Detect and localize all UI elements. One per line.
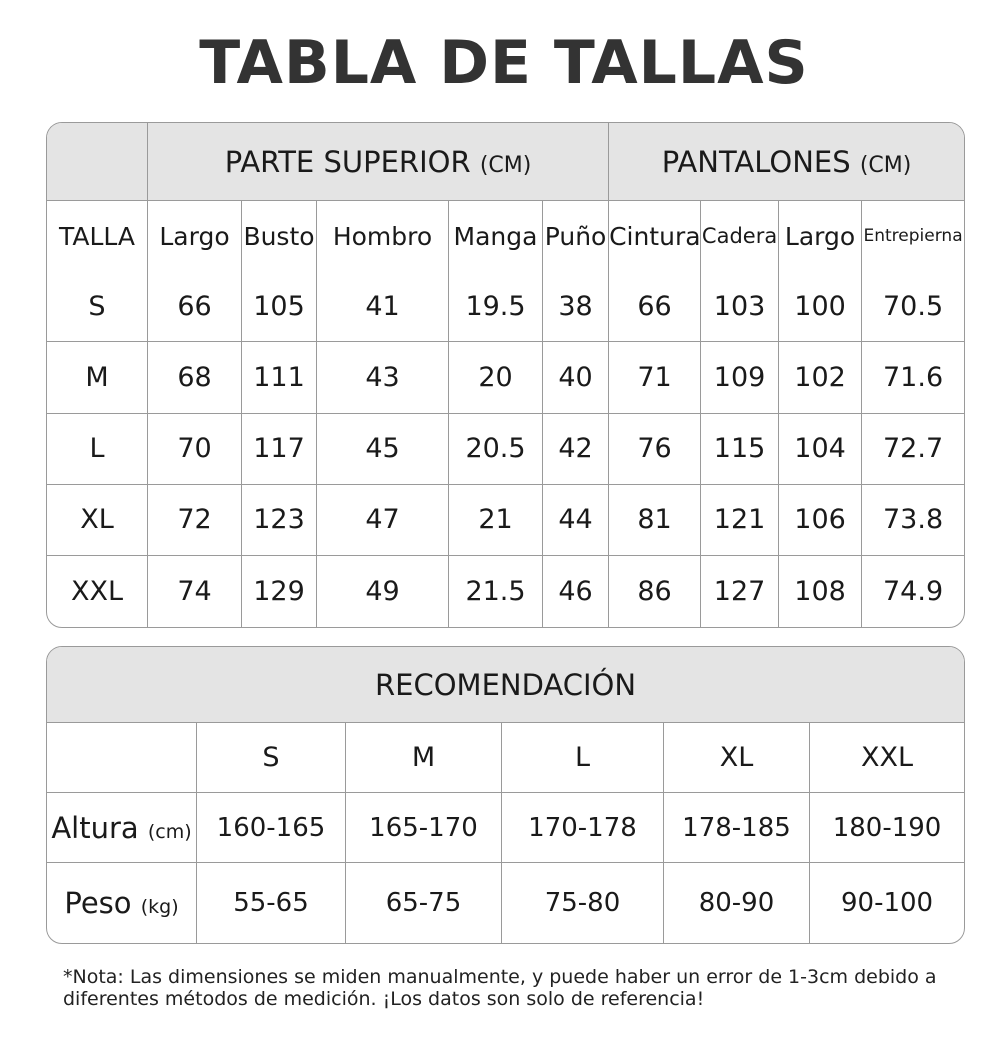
table-cell: 49 (317, 556, 449, 627)
table-cell: 65-75 (346, 863, 502, 943)
table-cell: 103 (701, 271, 779, 342)
column-header: Largo (779, 201, 862, 271)
recommendation-table (46, 646, 965, 944)
row-header-weight (47, 863, 197, 943)
table-cell: 115 (701, 414, 779, 485)
table-cell: 75-80 (502, 863, 664, 943)
table-cell: 129 (242, 556, 317, 627)
table-row (47, 556, 964, 627)
table-cell: 72.7 (862, 414, 964, 485)
table-cell: 121 (701, 485, 779, 556)
table-cell: 105 (242, 271, 317, 342)
table-row (47, 271, 964, 342)
table-cell: 40 (543, 342, 609, 413)
table-cell: 45 (317, 414, 449, 485)
size-label: XXL (47, 556, 148, 627)
size-label: XL (47, 485, 148, 556)
column-header: Manga (449, 201, 543, 271)
table-cell: 38 (543, 271, 609, 342)
table-cell: 41 (317, 271, 449, 342)
table-cell: 71.6 (862, 342, 964, 413)
table-cell: 70.5 (862, 271, 964, 342)
table-cell: 109 (701, 342, 779, 413)
table-cell: 42 (543, 414, 609, 485)
table-row (47, 414, 964, 485)
column-header: Cadera (701, 201, 779, 271)
table-cell: 66 (609, 271, 701, 342)
row-unit: (cm) (147, 820, 192, 843)
table-cell: 20 (449, 342, 543, 413)
size-header: M (346, 723, 502, 793)
table-cell: 102 (779, 342, 862, 413)
size-header: L (502, 723, 664, 793)
table-row (47, 863, 964, 943)
table-cell: 44 (543, 485, 609, 556)
table-row (47, 793, 964, 863)
page-title: TABLA DE TALLAS (199, 28, 809, 98)
group-unit: (CM) (859, 152, 912, 178)
table-cell: 66 (148, 271, 242, 342)
group-label: PANTALONES (661, 144, 851, 179)
table-cell: 80-90 (664, 863, 810, 943)
table-cell: 43 (317, 342, 449, 413)
size-header: XXL (810, 723, 964, 793)
table-cell: 117 (242, 414, 317, 485)
table-cell: 46 (543, 556, 609, 627)
table-row (47, 485, 964, 556)
table-cell: 20.5 (449, 414, 543, 485)
table-cell: 81 (609, 485, 701, 556)
column-header: Entrepierna (863, 226, 963, 247)
table-cell: 71 (609, 342, 701, 413)
table-cell: 90-100 (840, 888, 934, 918)
table-cell: 76 (609, 414, 701, 485)
table-cell: 86 (609, 556, 701, 627)
size-label: L (47, 414, 148, 485)
table-cell: 21.5 (449, 556, 543, 627)
group-label: PARTE SUPERIOR (224, 144, 471, 179)
table-cell: 19.5 (449, 271, 543, 342)
table-cell: 106 (779, 485, 862, 556)
table-cell: 70 (148, 414, 242, 485)
table-cell: 21 (449, 485, 543, 556)
column-header: Largo (148, 201, 242, 271)
column-header: Cintura (609, 201, 701, 271)
table-cell: 73.8 (862, 485, 964, 556)
column-header: Puño (543, 201, 609, 271)
row-label: Altura (51, 810, 139, 845)
table-cell: 68 (148, 342, 242, 413)
corner-cell (47, 723, 197, 793)
column-header: Busto (242, 201, 317, 271)
table-row (47, 342, 964, 413)
table-cell: 55-65 (197, 863, 346, 943)
recommendation-title: RECOMENDACIÓN (47, 647, 964, 723)
size-label: S (47, 271, 148, 342)
table-cell: 100 (779, 271, 862, 342)
column-header: TALLA (47, 201, 148, 271)
row-unit: (kg) (140, 896, 179, 918)
footnote: *Nota: Las dimensiones se miden manualmente, y puede haber un error de 1-3cm debido a diferentes métodos de medición. ¡Los datos son solo de referencia! (63, 966, 937, 1010)
group-header-top (148, 123, 609, 201)
group-header-pants (609, 123, 964, 201)
table-cell: 111 (242, 342, 317, 413)
table-cell: 170-178 (502, 793, 664, 863)
size-chart-table (46, 122, 965, 628)
table-cell: 123 (242, 485, 317, 556)
table-cell: 165-170 (346, 793, 502, 863)
table-cell: 104 (779, 414, 862, 485)
table-cell: 180-190 (810, 793, 964, 863)
column-header: Hombro (317, 201, 449, 271)
size-header: S (197, 723, 346, 793)
row-header-height (47, 793, 197, 863)
group-unit: (CM) (479, 152, 532, 178)
table-cell: 47 (317, 485, 449, 556)
row-label: Peso (64, 886, 132, 920)
size-header: XL (664, 723, 810, 793)
table-cell: 127 (701, 556, 779, 627)
table-cell: 178-185 (664, 793, 810, 863)
corner-cell (47, 123, 148, 201)
table-cell: 160-165 (197, 793, 346, 863)
table-cell: 108 (779, 556, 862, 627)
table-cell: 74.9 (883, 575, 944, 607)
size-label: M (47, 342, 148, 413)
table-cell: 74 (148, 556, 242, 627)
table-cell: 72 (148, 485, 242, 556)
